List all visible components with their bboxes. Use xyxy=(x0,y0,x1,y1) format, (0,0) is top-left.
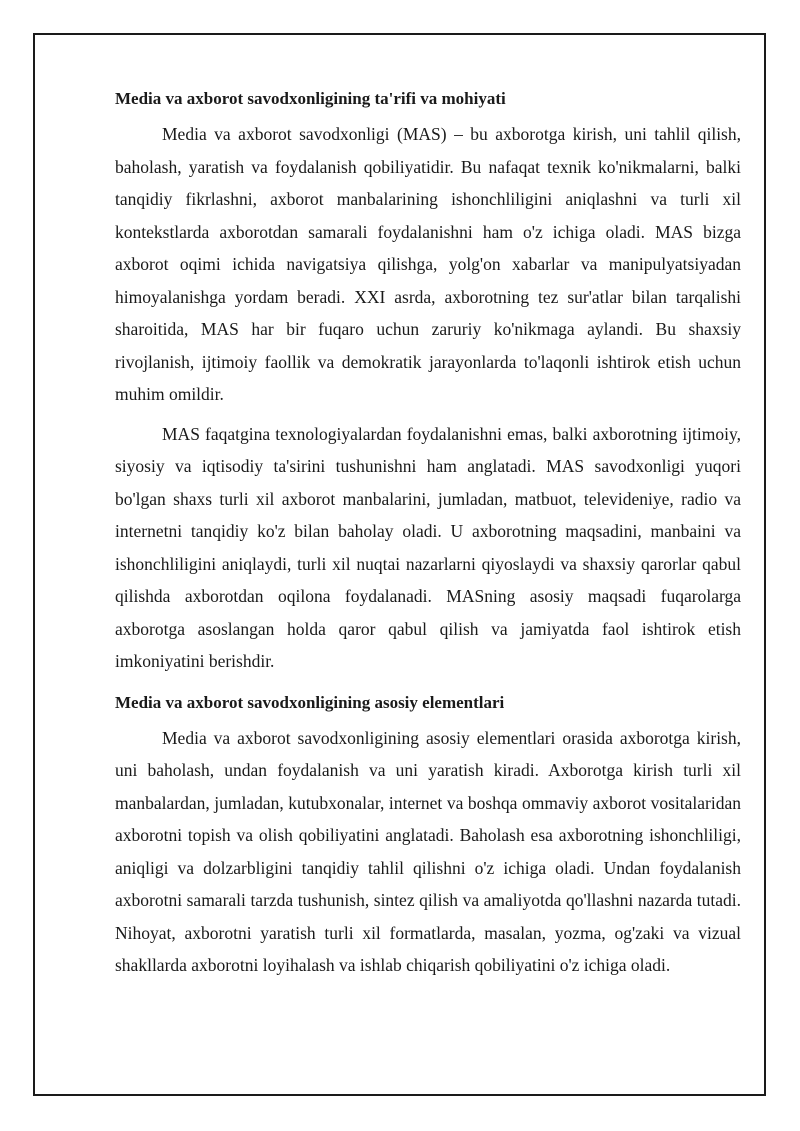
paragraph-elements: Media va axborot savodxonligining asosiy elementlari orasida axborotga kirish, uni baholash, undan foydalanish va uni yaratish kiradi. Axborotga kirish turli xil manbalardan, jumladan, kutubxonalar, internet va boshqa ommaviy axborot vositalaridan axborotni topish va olish qobiliyatini anglatadi. Baholash esa axborotning ishonchliligi, aniqligi va dolzarbligini tanqidiy tahlil qilishni o'z ichiga oladi. Undan foydalanish axborotni samarali tarzda tushunish, sintez qilish va amaliyotda qo'llashni nazarda tutadi. Nihoyat, axborotni yaratish turli xil formatlarda, masalan, yozma, og'zaki va vizual shakllarda axborotni loyihalash va ishlab chiqarish qobiliyatini o'z ichiga oladi. xyxy=(115,727,741,975)
section-heading-definition: Media va axborot savodxonligining ta'rifi va mohiyati xyxy=(115,89,506,108)
document-body xyxy=(115,87,741,982)
paragraph-definition: Media va axborot savodxonligi (MAS) – bu axborotga kirish, uni tahlil qilish, baholash, yaratish va foydalanish qobiliyatidir. Bu nafaqat texnik ko'nikmalarni, balki tanqidiy fikrlashni, axborot manbalarining ishonchliligini aniqlashni va turli xil kontekstlarda axborotdan samarali foydalanishni ham o'z ichiga oladi. MAS bizga axborot oqimi ichida navigatsiya qilishga, yolg'on xabarlar va manipulyatsiyadan himoyalanishga yordam beradi. XXI asrda, axborotning tez sur'atlar bilan tarqalishi sharoitida, MAS har bir fuqaro uchun zaruriy ko'nikmaga aylandi. Bu shaxsiy rivojlanish, ijtimoiy faollik va demokratik jarayonlarda to'laqonli ishtirok etish uchun muhim omildir. xyxy=(115,124,741,404)
section-heading-elements: Media va axborot savodxonligining asosiy elementlari xyxy=(115,692,505,712)
paragraph-essence: MAS faqatgina texnologiyalardan foydalanishni emas, balki axborotning ijtimoiy, siyosiy va iqtisodiy ta'sirini tushunishni ham anglatadi. MAS savodxonligi yuqori bo'lgan shaxs turli xil axborot manbalarini, jumladan, matbuot, televideniye, radio va internetni tanqidiy ko'z bilan baholay oladi. U axborotning maqsadini, manbaini va ishonchliligini aniqlaydi, turli xil nuqtai nazarlarni qiyoslaydi va shaxsiy qarorlar qabul qilishda axborotdan oqilona foydalanadi. MASning asosiy maqsadi fuqarolarga axborotga asoslangan holda qaror qabul qilish va jamiyatda faol ishtirok etish imkoniyatini berishdir. xyxy=(115,423,741,671)
